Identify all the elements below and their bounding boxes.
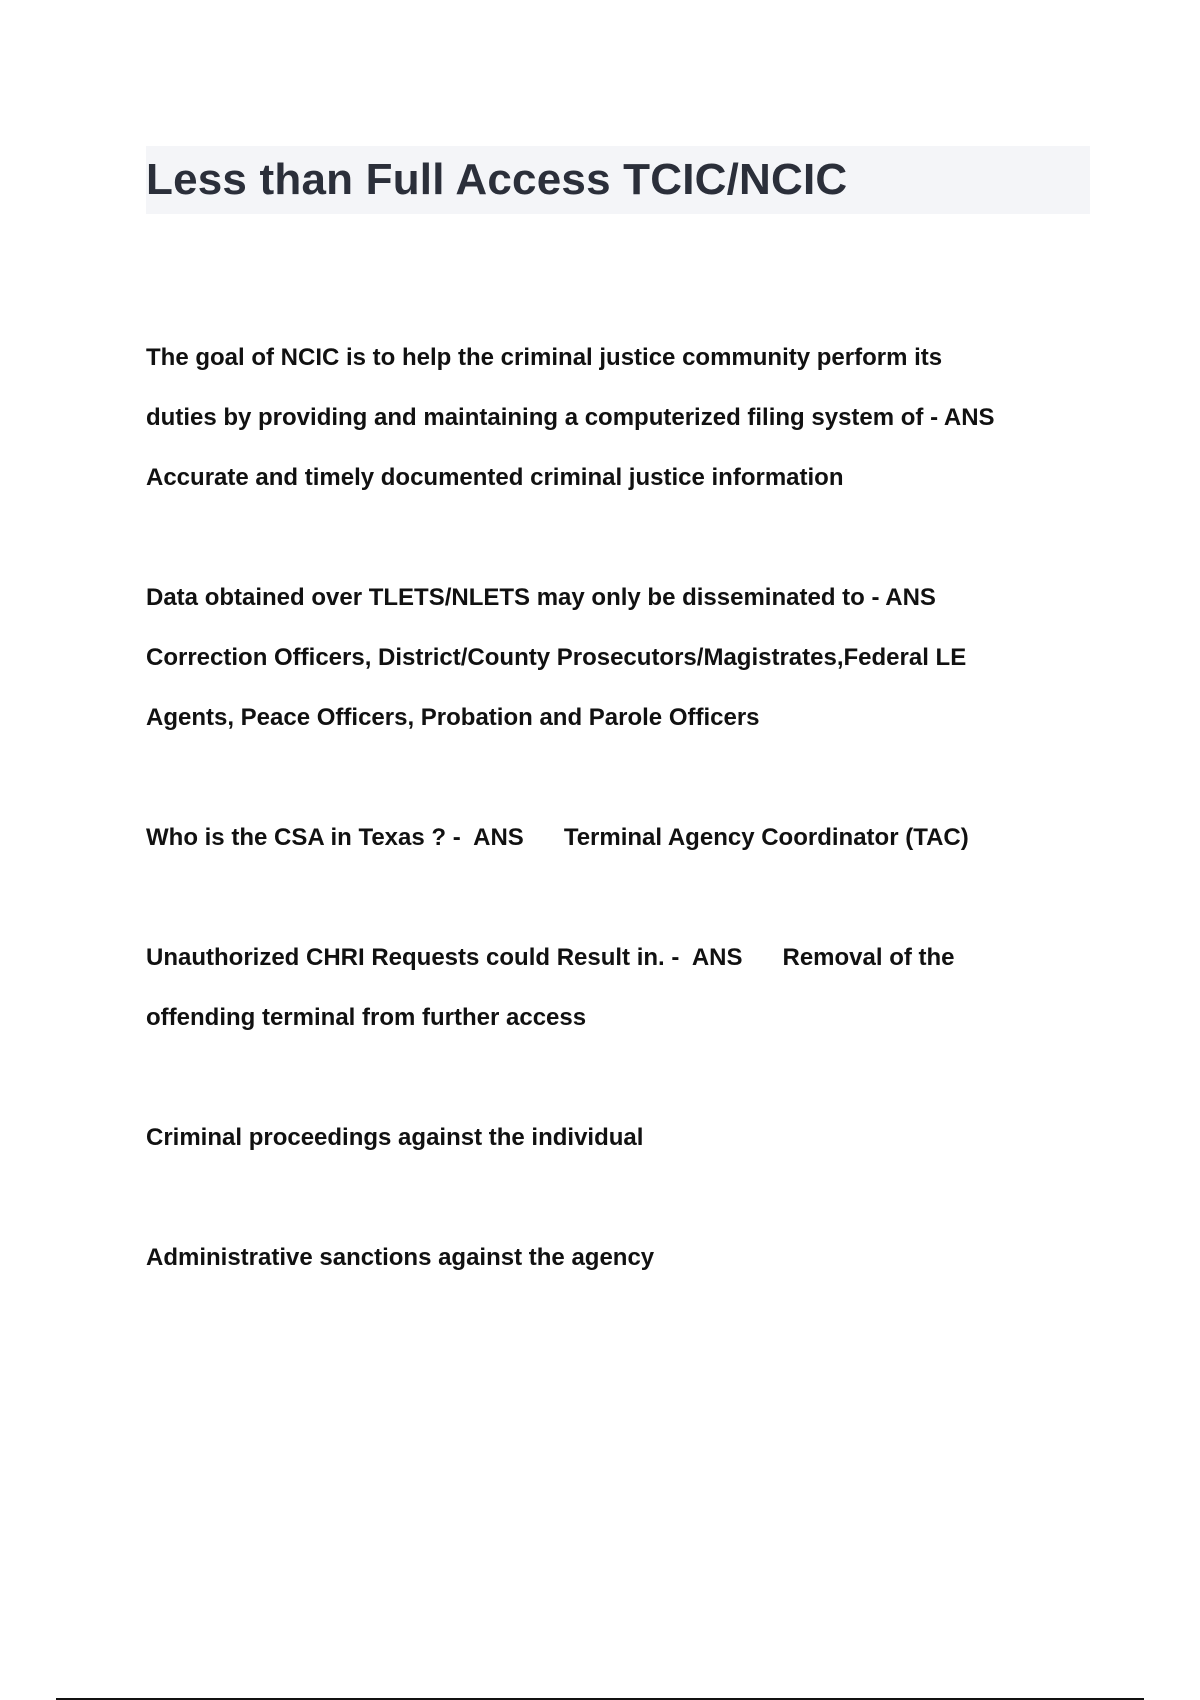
qa-block-unauthorized-chri [146, 928, 1090, 1048]
text-line: Administrative sanctions against the agency [146, 1244, 655, 1271]
text-line: Accurate and timely documented criminal justice information [146, 464, 844, 491]
text-line: Who is the CSA in Texas ? - ANS Terminal Agency Coordinator (TAC) [146, 824, 969, 851]
text-line: offending terminal from further access [146, 1004, 587, 1031]
text-line: Criminal proceedings against the individual [146, 1124, 644, 1151]
text-line: duties by providing and maintaining a computerized filing system of - ANS [146, 404, 995, 431]
page-title: Less than Full Access TCIC/NCIC [146, 155, 848, 204]
qa-block-dissemination [146, 568, 1090, 748]
qa-block-ncic-goal [146, 328, 1090, 508]
text-line: Correction Officers, District/County Prosecutors/Magistrates,Federal LE [146, 644, 967, 671]
qa-block-csa-texas [146, 808, 1090, 868]
text-line: Agents, Peace Officers, Probation and Parole Officers [146, 704, 760, 731]
title-band [146, 146, 1090, 214]
document-body [146, 328, 1090, 1348]
text-line: Unauthorized CHRI Requests could Result in. - ANS Removal of the [146, 944, 955, 971]
qa-block-administrative-sanctions [146, 1228, 1090, 1288]
text-line: Data obtained over TLETS/NLETS may only be disseminated to - ANS [146, 584, 936, 611]
text-line: The goal of NCIC is to help the criminal justice community perform its [146, 344, 943, 371]
qa-block-criminal-proceedings [146, 1108, 1090, 1168]
